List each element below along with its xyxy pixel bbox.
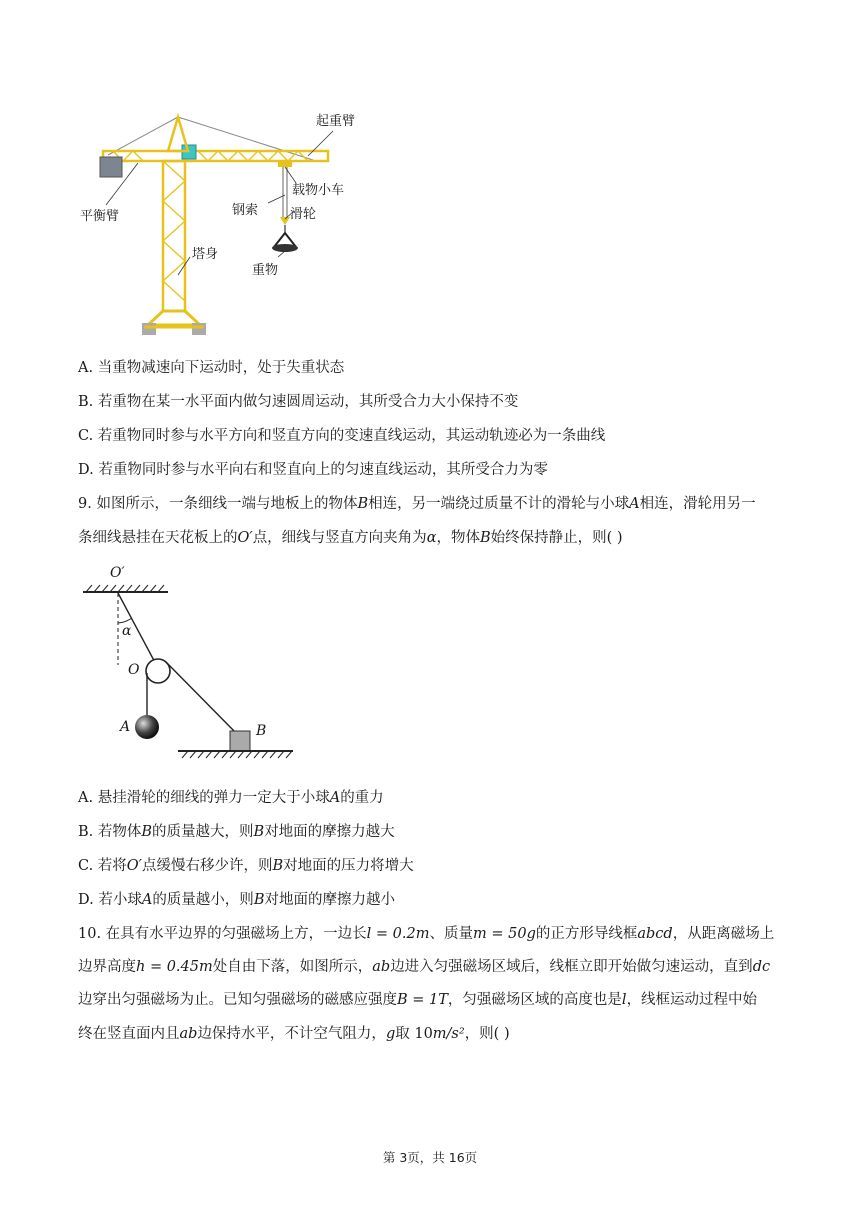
q8-option-b: B. 若重物在某一水平面内做匀速圆周运动，其所受合力大小保持不变 (78, 394, 519, 410)
label-balance-arm: 平衡臂 (80, 209, 120, 224)
q10-stem-line3: 边穿出匀强磁场为止。已知匀强磁场的磁感应强度B = 1T，匀强磁场区域的高度也是l，线框运动过程中始 (78, 992, 758, 1008)
q8-option-c: C. 若重物同时参与水平方向和竖直方向的变速直线运动，其运动轨迹必为一条曲线 (78, 428, 606, 444)
label-cable: 钢索 (232, 203, 259, 218)
q9-option-b: B. 若物体B的质量越大，则B对地面的摩擦力越大 (78, 824, 395, 840)
q9-option-c: C. 若将O′点缓慢右移少许，则B对地面的压力将增大 (78, 858, 414, 874)
pulley-diagram (78, 565, 308, 765)
crane-illustration (78, 105, 378, 345)
crane-figure (78, 105, 378, 345)
q10-stem-line4: 终在竖直面内且ab边保持水平，不计空气阻力，g取 10m/s²，则( ) (78, 1026, 510, 1042)
q8-option-a: A. 当重物减速向下运动时，处于失重状态 (78, 360, 345, 376)
page-footer: 第 3页，共 16页 (382, 1150, 478, 1165)
label-a: A (120, 719, 131, 735)
q10-stem-line2: 边界高度h = 0.45m处自由下落，如图所示，ab边进入匀强磁场区域后，线框立即开始做匀速运动，直到dc (78, 959, 771, 975)
q9-option-d: D. 若小球A的质量越小，则B对地面的摩擦力越小 (78, 892, 395, 908)
q10-stem-line1: 10. 在具有水平边界的匀强磁场上方，一边长l = 0.2m、质量m = 50g的正方形导线框abcd，从距离磁场上 (78, 926, 775, 942)
label-boom: 起重臂 (316, 114, 356, 129)
q9-stem-line1: 9. 如图所示，一条细线一端与地板上的物体B相连，另一端绕过质量不计的滑轮与小球A相连，滑轮用另一 (78, 496, 756, 512)
label-o-prime: O′ (110, 565, 125, 581)
label-b: B (256, 723, 267, 739)
q9-option-a: A. 悬挂滑轮的细线的弹力一定大于小球A的重力 (78, 790, 384, 806)
label-pulley: 滑轮 (290, 207, 317, 222)
q8-option-d: D. 若重物同时参与水平向右和竖直向上的匀速直线运动，其所受合力为零 (78, 462, 548, 478)
label-o: O (128, 662, 140, 678)
q9-stem-line2: 条细线悬挂在天花板上的O′点，细线与竖直方向夹角为α，物体B始终保持静止，则( ) (78, 530, 623, 546)
label-tower: 塔身 (192, 247, 219, 262)
label-alpha: α (122, 623, 132, 639)
label-load: 重物 (252, 263, 279, 278)
pulley-figure (78, 565, 308, 765)
label-trolley: 载物小车 (292, 183, 345, 198)
